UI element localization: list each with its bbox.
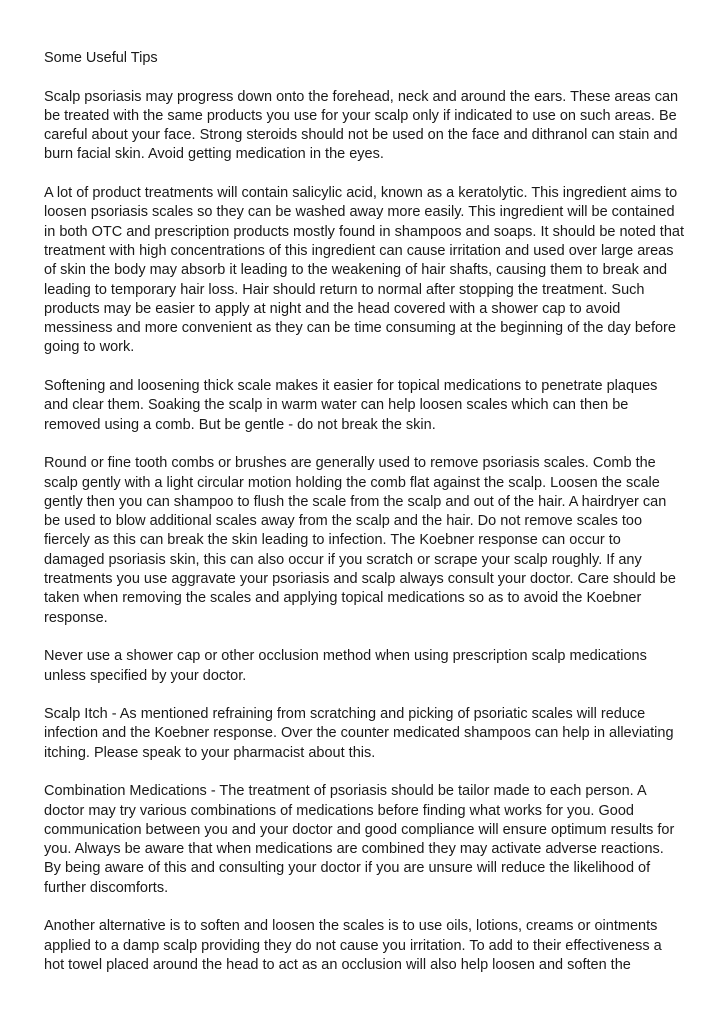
paragraph-scalp-itch: Scalp Itch - As mentioned refraining from scratching and picking of psoriatic scales will reduce infection and the Koebner response. Over the counter medicated shampoos can help in alleviating itching. Please speak to your pharmacist about this.	[44, 706, 674, 761]
document-body	[44, 49, 684, 995]
paragraph-shower-cap: Never use a shower cap or other occlusion method when using prescription scalp medications unless specified by your doctor.	[44, 648, 647, 684]
paragraph-combination-medications: Combination Medications - The treatment of psoriasis should be tailor made to each person. A doctor may try various combinations of medications before finding what works for you. Good communication between you and your doctor and good compliance will ensure optimum results for you. Always be aware that when medications are combined they may activate adverse reactions. By being aware of this and consulting your doctor if you are unsure will reduce the likelihood of further discomforts.	[44, 783, 675, 896]
paragraph-face-treatment: Scalp psoriasis may progress down onto the forehead, neck and around the ears. These areas can be treated with the same products you use for your scalp only if indicated to use on such areas. Be careful about your face. Strong steroids should not be used on the face and dithranol can stain and burn facial skin. Avoid getting medication in the eyes.	[44, 88, 679, 163]
paragraph-combs-brushes: Round or fine tooth combs or brushes are generally used to remove psoriasis scales. Comb the scalp gently with a light circular motion holding the comb flat against the scalp. Loosen the scale gently then you can shampoo to flush the scale from the scalp and out of the hair. A hairdryer can be used to blow additional scales away from the scalp and the hair. Do not remove scales too fiercely as this can break the skin leading to infection. The Koebner response can occur to damaged psoriasis skin, this can also occur if you scratch or scrape your scalp roughly. If any treatments you use aggravate your psoriasis and scalp always consult your doctor. Care should be taken when removing the scales and applying topical medications so as to avoid the Koebner response.	[44, 455, 676, 626]
paragraph-oils-lotions: Another alternative is to soften and loosen the scales is to use oils, lotions, creams or ointments applied to a damp scalp providing they do not cause you irritation. To add to their effectiveness a hot towel placed around the head to act as an occlusion will also help loosen and soften the	[44, 918, 662, 973]
paragraph-salicylic-acid: A lot of product treatments will contain salicylic acid, known as a keratolytic. This ingredient aims to loosen psoriasis scales so they can be washed away more easily. This ingredient will be contained in both OTC and prescription products mostly found in shampoos and soaps. It should be noted that treatment with high concentrations of this ingredient can cause irritation and used over large areas of skin the body may absorb it leading to the weakening of hair shafts, causing them to break and leading to temporary hair loss. Hair should return to normal after stopping the treatment. Such products may be easier to apply at night and the head covered with a shower cap to avoid messiness and more convenient as they can be time consuming at the beginning of the day before going to work.	[44, 185, 684, 356]
paragraph-softening-scale: Softening and loosening thick scale makes it easier for topical medications to penetrate plaques and clear them. Soaking the scalp in warm water can help loosen scales which can then be removed using a comb. But be gentle - do not break the skin.	[44, 378, 658, 433]
section-heading: Some Useful Tips	[44, 50, 158, 66]
